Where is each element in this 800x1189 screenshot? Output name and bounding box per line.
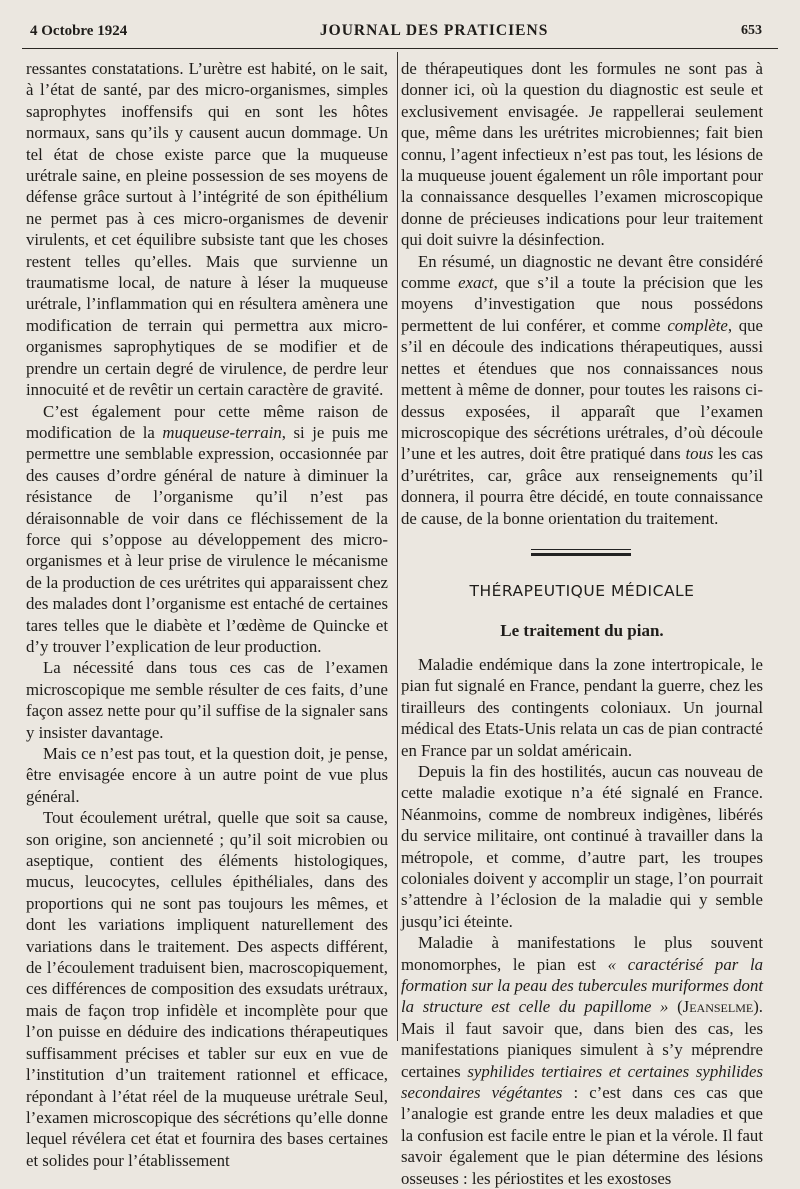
- paragraph: Maladie à manifestations le plus souvent monomorphes, le pian est « caractérisé par la formation sur la peau des tubercules muriformes dont la structure est celle du papillome » (Jeanselme). Mais il faut savoir que, dans bien des cas, les manifestations pianiques simulent à s’y méprendre certaines syphilides tertiaires et certaines syphilides secondaires végétantes : c’est dans ces cas que l’analogie est grande entre les deux maladies et que la confusion est facile entre le pian et la vérole. Il faut savoir également que le pian détermine des lésions osseuses : les périostites et les exostoses: [401, 933, 764, 1188]
- right-column: [401, 58, 763, 1189]
- journal-title: JOURNAL DES PRATICIENS: [319, 22, 549, 39]
- left-column: [26, 58, 388, 1171]
- paragraph: Tout écoulement urétral, quelle que soit sa cause, son origine, son ancienneté ; qu’il soit microbien ou aseptique, contient des éléments histologiques, mucus, leucocytes, cellules épithéliales, dans des proportions qui ne sont pas toujours les mêmes, et dont les variations impliquent naturellement des variations dans le traitement. Des aspects différent, de l’écoulement traduisent bien, macroscopiquement, ces différences de composition des exsudats urétraux, mais de façon trop infidèle et incomplète pour que l’on puisse en déduire des indications thérapeutiques suffisamment précises et tabler sur eux en vue de l’institution d’un traitement rationnel et efficace, répondant à l’état réel de la muqueuse urétrale Seul, l’examen microscopique des sécrétions qu’elle donne lequel révélera cet état et fournira des bases certaines et solides pour l’établissement: [26, 808, 388, 1170]
- header-rule: [22, 48, 778, 49]
- page-number: 653: [740, 23, 762, 38]
- section-title: THÉRAPEUTIQUE MÉDICALE: [469, 581, 695, 600]
- header-date: 4 Octobre 1924: [30, 22, 128, 39]
- paragraph: C’est également pour cette même raison de modification de la muqueuse-terrain, si je puis me permettre une semblable expression, occasionnée par des causes d’ordre général de nature à diminuer la résistance de l’organisme qu’il n’est pas déraisonnable de voir dans ce fléchissement de la force qui s’oppose au développement des micro-organismes et à leur prise de virulence le mécanisme de la production de ces urétrites qui apparaissent chez des malades dont l’organisme est entaché de certaines tares telles que le diabète et l’œdème de Quincke et d’y trouver l’explication de leur production.: [26, 401, 388, 656]
- paragraph: Depuis la fin des hostilités, aucun cas nouveau de cette maladie exotique n’a été signalé en France. Néanmoins, comme de nombreux indigènes, libérés du service militaire, ont continué à travailler dans la métropole, et comme, d’autre part, les troupes coloniales doivent y accomplir un stage, l’on pourrait s’attendre à l’éclosion de la maladie qui y semble jusqu’ici éteinte.: [401, 761, 763, 931]
- paragraph: En résumé, un diagnostic ne devant être considéré comme exact, que s’il a toute la précision que les moyens d’investigation que nous possédons permettent de lui conférer, et comme complète, que s’il en découle des indications thérapeutiques, aussi nettes et étendues que nos connaissances nous mettent à même de donner, pour toutes les raisons ci-dessus exposées, il apparaît que l’examen microscopique des sécrétions urétrales, d’où découle l’une et les autres, doit être pratiqué dans tous les cas d’urétrites, car, grâce aux renseignements qu’il donnera, il pourra être décidé, en toute connaissance de cause, de la bonne orientation du traitement.: [401, 251, 763, 528]
- section-separator: [401, 529, 763, 581]
- article-title: Le traitement du pian.: [500, 620, 664, 640]
- page-header: [30, 20, 762, 42]
- paragraph: La nécessité dans tous ces cas de l’examen microscopique me semble résulter de ces faits, d’une façon assez nette pour qu’il suffise de la signaler sans y insister davantage.: [26, 658, 388, 742]
- paragraph: de thérapeutiques dont les formules ne sont pas à donner ici, où la question du diagnostic est seule et exclusivement envisagée. Je rappellerai seulement que, même dans les urétrites microbiennes; fait bien connu, l’agent infectieux n’est pas tout, les lésions de la muqueuse jouent également un rôle important pour la connaissance desquelles l’examen microscopique donne de précieuses indications pour leur traitement qui doit suivre la désinfection.: [401, 59, 763, 250]
- paragraph: Mais ce n’est pas tout, et la question doit, je pense, être envisagée encore à un autre point de vue plus général.: [26, 744, 388, 806]
- paragraph: Maladie endémique dans la zone intertropicale, le pian fut signalé en France, pendant la guerre, chez les tirailleurs des contingents coloniaux. Un journal médical des Etats-Unis relata un cas de pian contracté en France par un soldat américain.: [401, 654, 763, 760]
- paragraph: ressantes constatations. L’urètre est habité, on le sait, à l’état de santé, par des micro-organismes, simples saprophytes inoffensifs qui en sont les hôtes normaux, sans qu’ils y causent aucun dommage. Un tel état de chose existe parce que la muqueuse urétrale saine, en pleine possession de ses moyens de défense grâce surtout à l’intégrité de son épithélium ne permet pas à ces micro-organismes de devenir virulents, et cet équilibre subsiste tant que les choses restent telles qu’elles. Mais que survienne un traumatisme local, de nature à léser la muqueuse urétrale, l’inflammation qui en résultera amènera une modification de terrain qui permettra aux micro-organismes saprophytiques de se modifier et de prendre un certain degré de virulence, de perdre leur innocuité et de revêtir un certain caractère de gravité.: [26, 59, 388, 400]
- column-divider: [397, 52, 398, 1041]
